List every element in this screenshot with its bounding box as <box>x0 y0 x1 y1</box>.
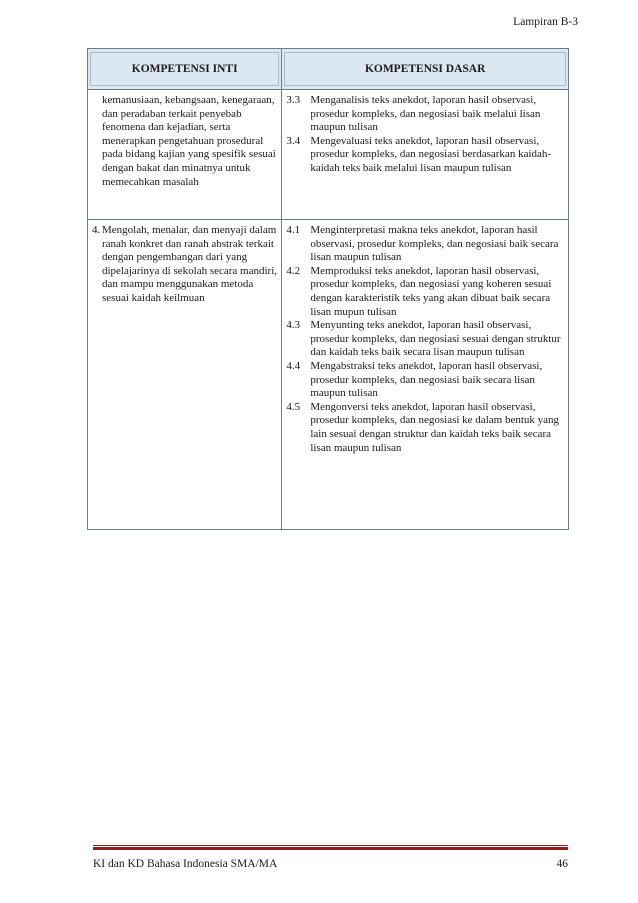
kd-text: Mengevaluasi teks anekdot, laporan hasil observasi, prosedur kompleks, dan negosiasi berdasarkan kaidah-kaidah teks baik melalui lisan maupun tulisan <box>310 134 552 174</box>
footer-row <box>93 858 568 870</box>
kd-item <box>286 94 564 135</box>
kd-number: 4.1 <box>286 224 301 236</box>
table-header-row <box>88 49 569 90</box>
kd-number: 4.5 <box>286 400 301 413</box>
footer-rule-thin <box>93 845 568 846</box>
competency-table <box>87 48 569 530</box>
kd-text: Memproduksi teks anekdot, laporan hasil observasi, prosedur kompleks, dan negosiasi yang koheren sesuai dengan karakteristik teks yang akan dibuat baik secara lisan mupun tulisan <box>310 264 552 318</box>
kd-text: Mengonversi teks anekdot, laporan hasil observasi, prosedur kompleks, dan negosiasi ke dalam bentuk yang lain sesuai dengan struktur dan kaidah teks baik secara lisan maupun tulisan <box>310 400 560 454</box>
column-header-kd <box>282 49 569 90</box>
kd-item <box>286 224 564 265</box>
column-header-ki <box>88 49 282 90</box>
kd-text: Mengabstraksi teks anekdot, laporan hasil observasi, prosedur kompleks, dan negosiasi baik secara lisan maupun tulisan <box>310 359 543 400</box>
kd-text: Menginterpretasi makna teks anekdot, laporan hasil observasi, prosedur kompleks, dan negosiasi baik secara lisan maupun tulisan <box>310 224 559 264</box>
kd-text: Menyunting teks anekdot, laporan hasil observasi, prosedur kompleks, dan negosiasi sesuai dengan struktur dan kaidah teks baik secara lisan maupun tulisan <box>310 319 561 359</box>
footer-rule-thick <box>93 847 568 850</box>
table-row <box>88 220 569 530</box>
kd-number: 3.3 <box>286 94 301 106</box>
kd-item <box>286 135 564 176</box>
kd-number: 4.4 <box>286 359 301 372</box>
kd-item <box>286 401 564 455</box>
footer-doc-title: KI dan KD Bahasa Indonesia SMA/MA <box>93 858 278 870</box>
kd-item <box>286 265 564 319</box>
ki-item <box>92 224 277 306</box>
kd-cell <box>282 90 569 220</box>
kd-number: 4.3 <box>286 319 301 332</box>
ki-text: kemanusiaan, kebangsaan, kenegaraan, dan peradaban terkait penyebab fenomena dan kejadian, serta menerapkan pengetahuan prosedural pada bidang kajian yang spesifik sesuai dengan bakat dan minatnya untuk memecahkan masalah <box>102 94 276 188</box>
appendix-label: Lampiran B-3 <box>513 16 578 28</box>
kd-item <box>286 360 564 401</box>
page-footer <box>93 845 568 870</box>
ki-cell <box>88 220 282 530</box>
ki-cell <box>88 90 282 220</box>
kd-item <box>286 319 564 360</box>
ki-item <box>92 94 277 189</box>
table-row <box>88 90 569 220</box>
footer-page-number: 46 <box>556 858 568 870</box>
kd-number: 3.4 <box>286 134 301 147</box>
ki-text: Mengolah, menalar, dan menyaji dalam ranah konkret dan ranah abstrak terkait dengan pengembangan dari yang dipelajarinya di sekolah secara mandiri, dan mampu menggunakan metoda sesuai kaidah keilmuan <box>102 224 278 304</box>
kd-text: Menganalisis teks anekdot, laporan hasil observasi, prosedur kompleks, dan negosiasi baik melalui lisan maupun tulisan <box>310 94 541 134</box>
kd-number: 4.2 <box>286 264 301 277</box>
column-header-kd-label: KOMPETENSI DASAR <box>284 52 566 86</box>
ki-number: 4. <box>92 224 101 236</box>
column-header-ki-label: KOMPETENSI INTI <box>90 52 279 86</box>
kd-cell <box>282 220 569 530</box>
